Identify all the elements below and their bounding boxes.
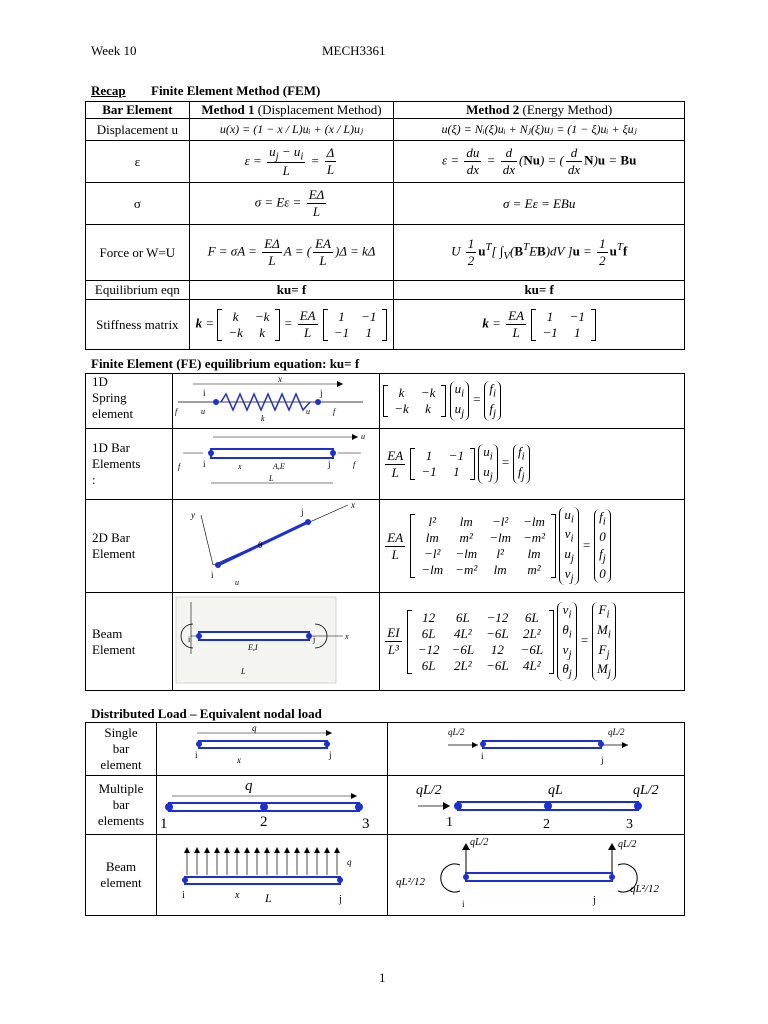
strain-method1: ε = $\frac{u_j - u_i}{L}$ = $\frac{\Delta}{L}$ <box>189 141 394 183</box>
row-label-spring: 1D Spring element <box>86 374 173 429</box>
spring-element-diagram <box>173 374 373 424</box>
fe-section-title: Finite Element (FE) equilibrium equation: ku= f <box>91 356 360 371</box>
equilibrium-method2: ku= f <box>394 281 685 300</box>
svg-text:3: 3 <box>362 816 370 830</box>
displacement-method2: u(ξ) = Nᵢ(ξ)uᵢ + Nⱼ(ξ)uⱼ = (1 − ξ)uᵢ + ξuⱼ <box>394 119 685 141</box>
col-header-bar-element: Bar Element <box>86 102 190 119</box>
row-label-stress: σ <box>86 183 190 225</box>
svg-text:x: x <box>345 631 349 641</box>
svg-text:f: f <box>353 460 356 469</box>
svg-text:u: u <box>306 407 310 416</box>
bar2d-equation: $\frac{EA}{L}$ l² lm −l² −lm lm m² −lm −m² −l² −lm l² lm −lm −m² lm m² $u_i$ $v_i$ $u_j$ $v_j$ = $f_i$ 0 $f_j$ 0 <box>380 500 685 593</box>
svg-text:f: f <box>333 407 336 416</box>
stiffness-method2: k = $\frac{EA}{L}$ 1 −1 −1 1 <box>394 300 685 350</box>
svg-text:x: x <box>278 374 282 384</box>
stress-method2: σ = Eε = EBu <box>394 183 685 225</box>
svg-text:i: i <box>188 634 191 644</box>
row-label-equilibrium: Equilibrium eqn <box>86 281 190 300</box>
svg-text:θ: θ <box>258 540 263 550</box>
header-course: MECH3361 <box>322 43 386 58</box>
header-week: Week 10 <box>91 43 137 58</box>
force-method1: F = σA = $\frac{E\Delta}{L}$ A = ( $\frac{EA}{L}$ )Δ = kΔ <box>189 225 394 281</box>
svg-text:j: j <box>328 459 331 469</box>
svg-text:A,E: A,E <box>273 462 285 471</box>
beam-load-diagram <box>157 835 388 916</box>
row-label-force: Force or W=U <box>86 225 190 281</box>
svg-text:qL/2: qL/2 <box>416 783 442 798</box>
svg-text:k: k <box>261 414 265 423</box>
svg-text:qL/2: qL/2 <box>633 783 659 798</box>
row-label-multiple-bars: Multiple bar elements <box>86 776 157 835</box>
svg-text:qL/2: qL/2 <box>448 727 465 737</box>
svg-text:x: x <box>237 755 241 765</box>
svg-text:i: i <box>182 890 185 901</box>
stiffness-method1: k = k −k −k k = $\frac{EA}{L}$ 1 −1 −1 1 <box>189 300 394 350</box>
row-label-beam-element: Beam element <box>86 835 157 916</box>
svg-text:1: 1 <box>446 815 453 830</box>
multi-bar-load-diagram <box>157 776 388 835</box>
fem-recap-table <box>85 101 685 350</box>
force-method2: U $\frac{1}{2}$ $u^T$[ $\int_V(B^TEB)dV$ ]u = $\frac{1}{2}$ $u^Tf$ <box>394 225 685 281</box>
svg-text:1: 1 <box>160 816 168 830</box>
row-label-bar2d: 2D Bar Element <box>86 500 173 593</box>
fe-elements-table <box>85 373 685 691</box>
svg-text:L: L <box>269 474 274 483</box>
svg-text:i: i <box>211 570 214 580</box>
svg-text:i: i <box>195 750 198 760</box>
row-label-beam: Beam Element <box>86 593 173 691</box>
fe-equation: ku= f <box>329 356 360 371</box>
multi-bar-nodal-diagram <box>388 776 685 835</box>
svg-text:x: x <box>351 500 355 510</box>
svg-text:i: i <box>203 459 206 469</box>
svg-text:y: y <box>191 510 195 520</box>
page-number: 1 <box>379 970 386 985</box>
svg-text:j: j <box>313 634 316 644</box>
spring-equation: k −k −k k $u_i$ $u_j$ = $f_i$ $f_j$ <box>380 374 685 429</box>
col-header-method1: Method 1 (Displacement Method) <box>189 102 394 119</box>
svg-text:f: f <box>175 407 178 416</box>
single-bar-load-diagram <box>157 723 388 776</box>
svg-text:j: j <box>301 507 304 517</box>
displacement-method1: u(x) = (1 − x / L)uᵢ + (x / L)uⱼ <box>189 119 394 141</box>
col-header-method2: Method 2 (Energy Method) <box>394 102 685 119</box>
svg-text:E,I: E,I <box>248 642 258 652</box>
distributed-load-title: Distributed Load – Equivalent nodal load <box>91 706 322 721</box>
svg-text:x: x <box>238 462 242 471</box>
svg-text:i: i <box>462 899 465 909</box>
svg-text:2: 2 <box>543 817 550 830</box>
svg-text:qL/2: qL/2 <box>470 837 489 848</box>
svg-text:u: u <box>235 578 239 587</box>
row-label-strain: ε <box>86 141 190 183</box>
svg-text:u: u <box>201 407 205 416</box>
bar2d-diagram <box>173 500 380 593</box>
beam-equation: $\frac{EI}{\text{L³}}$ 12 6L −12 6L 6L 4L² −6L 2L² −12 −6L 12 −6L 6L 2L² −6L 4L² $v_i$ $\theta_i$ $v_j$ $\theta_j$ = $F_i$ $M_i$ $F_j$ $M_j$ <box>380 593 685 691</box>
svg-text:i: i <box>203 388 206 398</box>
svg-text:f: f <box>178 462 181 471</box>
row-label-single-bar: Single bar element <box>86 723 157 776</box>
distributed-load-table <box>85 722 685 916</box>
svg-text:qL²/12: qL²/12 <box>396 876 425 888</box>
svg-text:qL/2: qL/2 <box>608 727 625 737</box>
svg-text:j: j <box>339 894 342 905</box>
bar1d-diagram <box>173 429 380 500</box>
svg-text:L: L <box>265 891 272 905</box>
svg-text:j: j <box>329 750 332 760</box>
bar1d-element-diagram <box>173 429 373 495</box>
row-label-bar1d: 1D Bar Elements : <box>86 429 173 500</box>
svg-text:q: q <box>347 857 352 867</box>
single-bar-nodal-diagram <box>388 723 685 776</box>
row-label-stiffness: Stiffness matrix <box>86 300 190 350</box>
recap-label: Recap <box>91 83 126 98</box>
svg-text:j: j <box>593 895 596 906</box>
bar1d-equation: $\frac{EA}{L}$ 1 −1 −1 1 $u_i$ $u_j$ = $f_i$ $f_j$ <box>380 429 685 500</box>
beam-nodal-diagram <box>388 835 685 916</box>
svg-text:u: u <box>361 432 365 441</box>
svg-text:x: x <box>235 890 240 901</box>
svg-text:j: j <box>320 388 323 398</box>
stress-method1: σ = Eε = $\frac{E\Delta}{L}$ <box>189 183 394 225</box>
svg-text:q: q <box>252 723 257 733</box>
svg-text:L: L <box>241 666 246 676</box>
svg-text:qL/2: qL/2 <box>618 839 637 850</box>
svg-text:q: q <box>245 778 253 794</box>
beam-element-diagram <box>173 594 373 686</box>
strain-method2: ε = $\frac{du}{dx}$ = $\frac{d}{dx}$ (Nu) = ( $\frac{d}{dx}$ N)u = Bu <box>394 141 685 183</box>
svg-text:3: 3 <box>626 817 633 830</box>
bar2d-element-diagram <box>173 500 373 588</box>
spring-diagram <box>173 374 380 429</box>
svg-text:qL²/12: qL²/12 <box>630 883 659 895</box>
svg-text:2: 2 <box>260 814 268 830</box>
equilibrium-method1: ku= f <box>189 281 394 300</box>
svg-text:i: i <box>481 751 484 761</box>
row-label-displacement: Displacement u <box>86 119 190 141</box>
svg-text:j: j <box>601 755 604 765</box>
svg-text:qL: qL <box>548 783 563 798</box>
beam-diagram <box>173 593 380 691</box>
recap-title: Finite Element Method (FEM) <box>151 83 321 98</box>
